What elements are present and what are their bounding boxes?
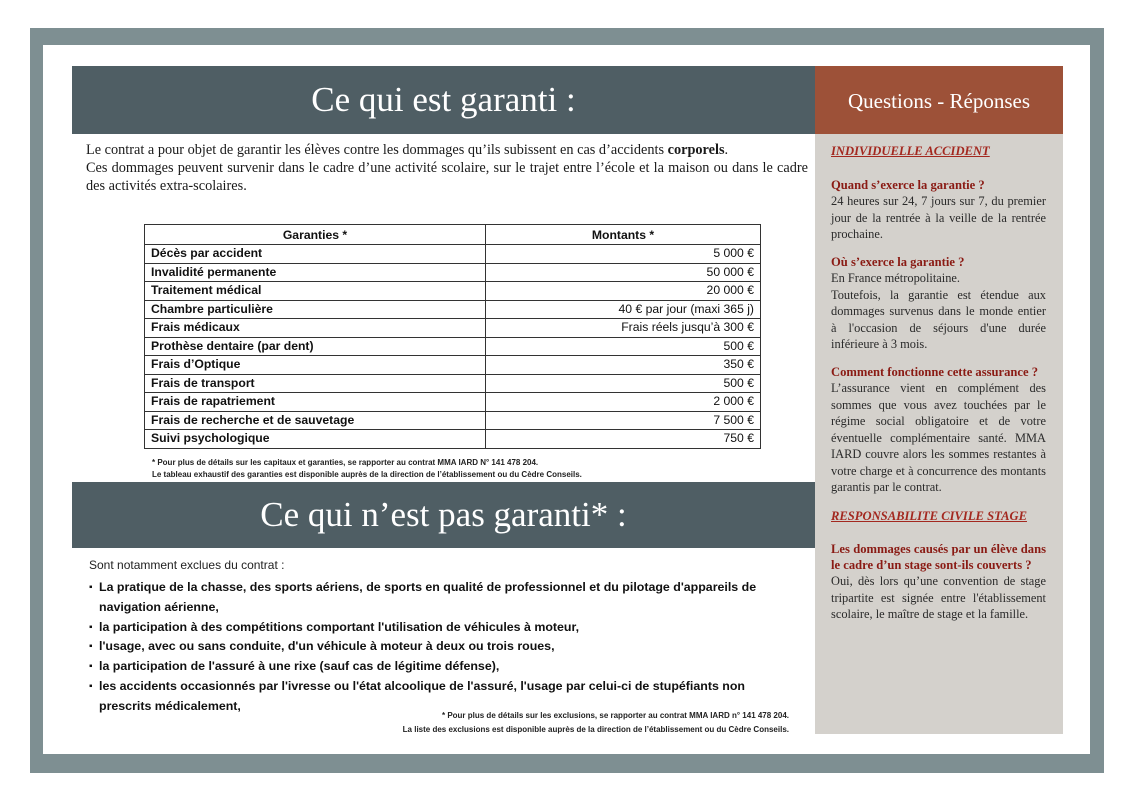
amount-cell: 7 500 € <box>486 411 761 430</box>
faq-question: Où s’exerce la garantie ? <box>831 254 965 269</box>
table-row <box>145 319 761 338</box>
list-item: ▪ les accidents occasionnés par l'ivresse ou l'état alcoolique de l'assuré, l'usage par celui-ci de stupéfiants non prescrits médicalement, <box>89 677 799 717</box>
guarantee-cell: Invalidité permanente <box>145 263 486 282</box>
exclusions-intro: Sont notamment exclues du contrat : <box>89 558 285 572</box>
faq-answer: Toutefois, la garantie est étendue aux dommages survenus dans le monde entier à l'occasion de séjours d'une durée inférieure à 3 mois. <box>831 287 1046 351</box>
list-item: ▪ la participation à des compétitions comportant l'utilisation de véhicules à moteur, <box>89 618 799 638</box>
faq-title: Questions - Réponses <box>815 66 1063 134</box>
table-row <box>145 300 761 319</box>
guarantee-cell: Traitement médical <box>145 282 486 301</box>
table-row <box>145 411 761 430</box>
amount-cell: 50 000 € <box>486 263 761 282</box>
guarantee-cell: Frais de transport <box>145 374 486 393</box>
faq-answer: L’assurance vient en complément des sommes que vous avez touchées par le régime social obligatoire et de votre éventuelle complémentaire santé. MMA IARD couvre alors les sommes restantes à votre charge et à concurrence des montants garantis par le contrat. <box>831 381 1046 494</box>
column-header-guarantees: Garanties * <box>145 225 486 245</box>
not-guaranteed-title: Ce qui n’est pas garanti* : <box>72 482 815 548</box>
guarantees-table <box>144 224 761 449</box>
guarantee-cell: Prothèse dentaire (par dent) <box>145 337 486 356</box>
exclusions-footnote: * Pour plus de détails sur les exclusions, se rapporter au contrat MMA IARD n° 141 478 204. La liste des exclusions est disponible auprès de la direction de l’établissement ou du Cèdre Conseils. <box>402 711 789 734</box>
faq-question: Les dommages causés par un élève dans le cadre d’un stage sont-ils couverts ? <box>831 542 1046 572</box>
faq-section-civil-liability: RESPONSABILITE CIVILE STAGE <box>831 508 1027 523</box>
amount-cell: 350 € <box>486 356 761 375</box>
amount-cell: 5 000 € <box>486 245 761 264</box>
guarantee-cell: Frais d’Optique <box>145 356 486 375</box>
faq-section-individual-accident: INDIVIDUELLE ACCIDENT <box>831 144 990 158</box>
guarantee-cell: Chambre particulière <box>145 300 486 319</box>
faq-body <box>831 143 1046 623</box>
list-item: ▪ l'usage, avec ou sans conduite, d'un véhicule à moteur à deux ou trois roues, <box>89 637 799 657</box>
guarantee-cell: Frais médicaux <box>145 319 486 338</box>
amount-cell: 2 000 € <box>486 393 761 412</box>
table-row <box>145 263 761 282</box>
table-row <box>145 430 761 449</box>
column-header-amounts: Montants * <box>486 225 761 245</box>
guaranteed-intro: Le contrat a pour objet de garantir les élèves contre les dommages qu’ils subissent en cas d’accidents corporels. Ces dommages peuvent survenir dans le cadre d’une activité scolaire, sur le trajet entre l’école et la maison ou dans le cadre des activités extra-scolaires. <box>86 142 808 194</box>
table-row <box>145 374 761 393</box>
faq-answer: 24 heures sur 24, 7 jours sur 7, du premier jour de la rentrée à la veille de la rentrée prochaine. <box>831 194 1046 241</box>
table-header-row <box>145 225 761 245</box>
guarantees-footnote: * Pour plus de détails sur les capitaux et garanties, se rapporter au contrat MMA IARD N° 141 478 204. Le tableau exhaustif des garanties est disponible auprès de la direction de l’établissement ou du Cèdre Conseils. <box>152 458 582 479</box>
exclusions-list <box>89 578 799 717</box>
amount-cell: 500 € <box>486 337 761 356</box>
intro-paragraph-2: Ces dommages peuvent survenir dans le cadre d’une activité scolaire, sur le trajet entre l’école et la maison ou dans le cadre des activités extra-scolaires. <box>86 160 808 194</box>
guarantees-table-body <box>145 245 761 449</box>
guarantee-cell: Frais de rapatriement <box>145 393 486 412</box>
table-row <box>145 337 761 356</box>
list-item: ▪ La pratique de la chasse, des sports aériens, de sports en qualité de professionnel et du pilotage d'appareils de navigation aérienne, <box>89 578 799 618</box>
table-row <box>145 245 761 264</box>
table-row <box>145 356 761 375</box>
table-row <box>145 393 761 412</box>
bold-word: corporels <box>667 142 725 158</box>
faq-question: Quand s’exerce la garantie ? <box>831 177 985 192</box>
faq-panel <box>815 66 1063 734</box>
guarantee-cell: Décès par accident <box>145 245 486 264</box>
faq-answer: En France métropolitaine. <box>831 271 961 285</box>
list-item: ▪ la participation de l'assuré à une rixe (sauf cas de légitime défense), <box>89 657 799 677</box>
amount-cell: 750 € <box>486 430 761 449</box>
faq-question: Comment fonctionne cette assurance ? <box>831 364 1039 379</box>
guarantee-cell: Suivi psychologique <box>145 430 486 449</box>
amount-cell: 20 000 € <box>486 282 761 301</box>
faq-answer: Oui, dès lors qu’une convention de stage tripartite est signée entre l'établissement scolaire, le maître de stage et la famille. <box>831 574 1046 621</box>
guarantee-column <box>72 66 815 734</box>
amount-cell: Frais réels jusqu’à 300 € <box>486 319 761 338</box>
guaranteed-title: Ce qui est garanti : <box>72 66 815 134</box>
amount-cell: 40 € par jour (maxi 365 j) <box>486 300 761 319</box>
guarantee-cell: Frais de recherche et de sauvetage <box>145 411 486 430</box>
table-row <box>145 282 761 301</box>
amount-cell: 500 € <box>486 374 761 393</box>
